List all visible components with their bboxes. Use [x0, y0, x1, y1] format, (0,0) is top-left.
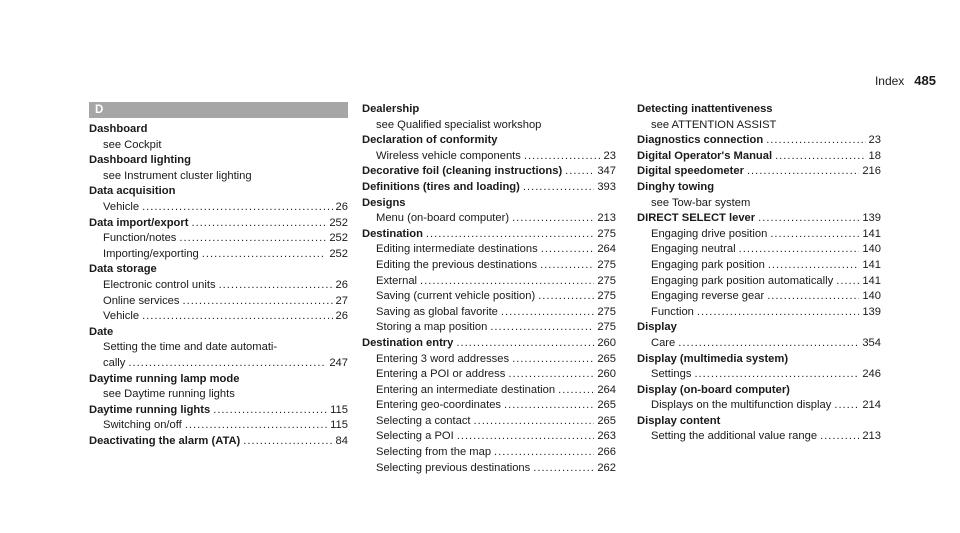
- subline-text: Engaging drive position: [651, 227, 768, 240]
- leader-dots: [185, 418, 327, 434]
- leader-dots: [766, 133, 865, 149]
- entry-heading[interactable]: [362, 102, 616, 118]
- entry-title: Definitions (tires and loading): [362, 180, 520, 193]
- entry-subline[interactable]: [89, 356, 348, 372]
- leader-dots: [457, 429, 595, 445]
- page-ref[interactable]: 275: [597, 274, 616, 287]
- leader-dots: [775, 149, 865, 165]
- entry-title: Deactivating the alarm (ATA): [89, 434, 241, 447]
- entry-heading[interactable]: [362, 196, 616, 212]
- page-ref[interactable]: 26: [335, 310, 348, 323]
- entry-subline[interactable]: [362, 414, 616, 430]
- subline-text: Engaging park position automatically: [651, 274, 834, 287]
- leader-dots: [558, 383, 594, 399]
- entry-title: Display: [637, 321, 677, 334]
- leader-dots: [565, 164, 594, 180]
- page-ref[interactable]: 139: [862, 305, 881, 318]
- page-number: 485: [914, 73, 936, 88]
- entry-subline[interactable]: [637, 274, 881, 290]
- entry-subline[interactable]: [637, 305, 881, 321]
- page-ref[interactable]: 247: [329, 356, 348, 369]
- leader-dots: [202, 247, 327, 263]
- entry-subline[interactable]: [362, 429, 616, 445]
- section-letter: D: [89, 102, 348, 118]
- entry-title: Dashboard lighting: [89, 154, 191, 167]
- index-entry: [89, 216, 348, 263]
- entry-title: Display (multimedia system): [637, 352, 789, 365]
- entry-title: Dinghy towing: [637, 180, 715, 193]
- leader-dots: [128, 356, 326, 372]
- subline-text: Displays on the multifunction display: [651, 399, 832, 412]
- entry-heading[interactable]: [89, 434, 348, 450]
- entry-heading[interactable]: [89, 216, 348, 232]
- leader-dots: [456, 336, 594, 352]
- subline-text: cally: [103, 356, 126, 369]
- entry-heading[interactable]: [637, 414, 881, 430]
- entry-subline: [89, 169, 348, 185]
- page-ref[interactable]: 141: [862, 274, 881, 287]
- index-entry: [362, 180, 616, 196]
- entry-title: Diagnostics connection: [637, 134, 764, 147]
- page-ref[interactable]: 354: [862, 336, 881, 349]
- entry-heading[interactable]: [637, 102, 881, 118]
- index-entry: [362, 196, 616, 227]
- entry-subline[interactable]: [362, 242, 616, 258]
- subline-text: see Cockpit: [103, 138, 162, 151]
- page-ref[interactable]: 252: [329, 216, 348, 229]
- subline-text: Electronic control units: [103, 278, 216, 291]
- subline-text: Setting the time and date automati-: [103, 341, 278, 354]
- entry-subline[interactable]: [637, 227, 881, 243]
- index-entry: [89, 434, 348, 450]
- entry-title: Data acquisition: [89, 185, 176, 198]
- subline-text: Entering a POI or address: [376, 368, 506, 381]
- subline-text: Wireless vehicle components: [376, 149, 521, 162]
- page-ref[interactable]: 139: [862, 212, 881, 225]
- entry-title: Daytime running lamp mode: [89, 372, 240, 385]
- leader-dots: [494, 445, 594, 461]
- page-ref[interactable]: 275: [597, 321, 616, 334]
- entry-title: Date: [89, 325, 114, 338]
- entry-subline[interactable]: [637, 367, 881, 383]
- page-ref[interactable]: 216: [862, 165, 881, 178]
- subline-text: Importing/exporting: [103, 247, 199, 260]
- page-ref[interactable]: 252: [329, 247, 348, 260]
- subline-text: Engaging reverse gear: [651, 290, 765, 303]
- index-entry: [637, 180, 881, 211]
- entry-heading[interactable]: [637, 164, 881, 180]
- entry-subline: [637, 118, 881, 134]
- leader-dots: [758, 211, 859, 227]
- index-entry: [637, 211, 881, 320]
- entry-title: Daytime running lights: [89, 403, 211, 416]
- entry-heading[interactable]: [89, 122, 348, 138]
- entry-title: Designs: [362, 196, 406, 209]
- entry-subline[interactable]: [362, 320, 616, 336]
- entry-title: Data storage: [89, 263, 157, 276]
- leader-dots: [490, 320, 594, 336]
- leader-dots: [426, 227, 594, 243]
- index-column-2: [362, 102, 616, 476]
- index-entry: [89, 372, 348, 403]
- entry-subline[interactable]: [89, 294, 348, 310]
- entry-heading[interactable]: [362, 164, 616, 180]
- entry-title: Declaration of conformity: [362, 134, 498, 147]
- entry-title: Destination: [362, 227, 423, 240]
- leader-dots: [533, 461, 594, 477]
- subline-text: Menu (on-board computer): [376, 212, 510, 225]
- leader-dots: [836, 274, 859, 290]
- subline-text: see Qualified specialist workshop: [376, 118, 542, 131]
- index-entry: [89, 325, 348, 372]
- subline-text: Editing intermediate destinations: [376, 243, 538, 256]
- page-header: [875, 73, 936, 88]
- page-ref[interactable]: 252: [329, 232, 348, 245]
- entry-subline[interactable]: [89, 231, 348, 247]
- subline-text: Selecting previous destinations: [376, 461, 531, 474]
- leader-dots: [191, 216, 326, 232]
- entry-heading[interactable]: [637, 383, 881, 399]
- entry-subline[interactable]: [637, 258, 881, 274]
- page-ref[interactable]: 26: [335, 200, 348, 213]
- subline-text: Settings: [651, 368, 692, 381]
- subline-text: Vehicle: [103, 310, 140, 323]
- entry-heading[interactable]: [89, 184, 348, 200]
- subline-text: Switching on/off: [103, 419, 182, 432]
- entry-title: Decorative foil (cleaning instructions): [362, 165, 563, 178]
- entry-title: DIRECT SELECT lever: [637, 212, 756, 225]
- subline-text: Online services: [103, 294, 180, 307]
- subline-text: see Instrument cluster lighting: [103, 169, 252, 182]
- entry-subline: [362, 118, 616, 134]
- entry-subline[interactable]: [637, 289, 881, 305]
- index-entry: [362, 164, 616, 180]
- page-ref[interactable]: 115: [330, 419, 348, 432]
- page-ref[interactable]: 265: [597, 352, 616, 365]
- entry-title: Display content: [637, 414, 721, 427]
- subline-text: Vehicle: [103, 200, 140, 213]
- page-ref[interactable]: 260: [597, 368, 616, 381]
- subline-text: see Daytime running lights: [103, 388, 235, 401]
- leader-dots: [243, 434, 332, 450]
- index-entry: [637, 102, 881, 133]
- subline-text: Storing a map position: [376, 321, 488, 334]
- subline-text: Setting the additional value range: [651, 430, 818, 443]
- index-entry: [637, 149, 881, 165]
- leader-dots: [523, 180, 594, 196]
- page-ref[interactable]: 347: [597, 165, 616, 178]
- entry-subline[interactable]: [89, 309, 348, 325]
- page-ref[interactable]: 264: [597, 243, 616, 256]
- entry-subline: [89, 138, 348, 154]
- subline-text: see ATTENTION ASSIST: [651, 118, 777, 131]
- subline-text: Saving (current vehicle position): [376, 290, 536, 303]
- page-ref[interactable]: 266: [597, 446, 616, 459]
- subline-text: Function: [651, 305, 694, 318]
- entry-subline[interactable]: [362, 149, 616, 165]
- entry-subline[interactable]: [89, 278, 348, 294]
- subline-text: Care: [651, 336, 676, 349]
- index-entry: [89, 184, 348, 215]
- index-entry: [637, 383, 881, 414]
- entry-subline[interactable]: [362, 367, 616, 383]
- subline-text: Engaging park position: [651, 258, 765, 271]
- entry-title: Dashboard: [89, 123, 148, 135]
- entry-title: Digital speedometer: [637, 165, 744, 178]
- subline-text: Entering 3 word addresses: [376, 352, 510, 365]
- index-entry: [637, 352, 881, 383]
- entry-subline[interactable]: [362, 258, 616, 274]
- page-ref[interactable]: 246: [862, 368, 881, 381]
- entry-subline[interactable]: [362, 305, 616, 321]
- index-entry: [89, 122, 348, 153]
- index-entry: [637, 414, 881, 445]
- leader-dots: [678, 336, 859, 352]
- entry-subline[interactable]: [362, 445, 616, 461]
- leader-dots: [504, 398, 594, 414]
- entry-title: Destination entry: [362, 336, 454, 349]
- entry-heading[interactable]: [637, 149, 881, 165]
- entry-title: Display (on-board computer): [637, 383, 790, 396]
- page-ref[interactable]: 27: [335, 294, 348, 307]
- leader-dots: [694, 367, 859, 383]
- index-entry: [362, 227, 616, 336]
- index-column-1: [89, 102, 348, 449]
- leader-dots: [768, 258, 860, 274]
- entry-heading[interactable]: [89, 325, 348, 341]
- index-column-3: [637, 102, 881, 445]
- entry-heading[interactable]: [637, 320, 881, 336]
- leader-dots: [512, 211, 594, 227]
- leader-dots: [219, 278, 333, 294]
- leader-dots: [420, 274, 594, 290]
- entry-heading[interactable]: [89, 372, 348, 388]
- leader-dots: [770, 227, 859, 243]
- subline-text: see Tow-bar system: [651, 196, 751, 209]
- entry-heading[interactable]: [362, 180, 616, 196]
- leader-dots: [767, 289, 859, 305]
- entry-subline[interactable]: [362, 398, 616, 414]
- entry-title: Detecting inattentiveness: [637, 103, 773, 115]
- entry-subline[interactable]: [362, 352, 616, 368]
- page-ref[interactable]: 264: [597, 383, 616, 396]
- page-ref[interactable]: 260: [597, 336, 616, 349]
- index-entry: [362, 102, 616, 133]
- index-entry: [362, 336, 616, 476]
- page-ref[interactable]: 393: [597, 180, 616, 193]
- index-entry: [89, 403, 348, 434]
- entry-subline[interactable]: [637, 242, 881, 258]
- leader-dots: [213, 403, 327, 419]
- entry-subline[interactable]: [637, 429, 881, 445]
- entry-heading[interactable]: [637, 211, 881, 227]
- leader-dots: [541, 242, 595, 258]
- leader-dots: [540, 258, 594, 274]
- page-ref[interactable]: 265: [597, 399, 616, 412]
- index-entry: [89, 262, 348, 324]
- leader-dots: [182, 294, 332, 310]
- entry-heading[interactable]: [637, 133, 881, 149]
- page-ref[interactable]: 84: [335, 434, 348, 447]
- entry-subline: [89, 387, 348, 403]
- leader-dots: [179, 231, 326, 247]
- index-entry: [637, 164, 881, 180]
- page-ref[interactable]: 141: [862, 258, 881, 271]
- entry-subline[interactable]: [89, 247, 348, 263]
- page-ref[interactable]: 275: [597, 290, 616, 303]
- entry-subline[interactable]: [637, 336, 881, 352]
- leader-dots: [512, 352, 594, 368]
- entry-heading[interactable]: [637, 352, 881, 368]
- page-ref[interactable]: 23: [868, 134, 881, 147]
- subline-text: Selecting from the map: [376, 446, 492, 459]
- page-ref[interactable]: 214: [862, 399, 881, 412]
- page-ref[interactable]: 275: [597, 305, 616, 318]
- page-ref[interactable]: 213: [862, 430, 881, 443]
- page-ref[interactable]: 26: [335, 278, 348, 291]
- subline-text: Entering geo-coordinates: [376, 399, 502, 412]
- leader-dots: [501, 305, 594, 321]
- entry-title: Dealership: [362, 103, 420, 115]
- leader-dots: [538, 289, 594, 305]
- subline-text: Editing the previous destinations: [376, 258, 538, 271]
- page-ref[interactable]: 275: [597, 227, 616, 240]
- leader-dots: [142, 309, 332, 325]
- page-ref[interactable]: 141: [862, 227, 881, 240]
- leader-dots: [834, 398, 859, 414]
- page-ref[interactable]: 213: [597, 212, 616, 225]
- entry-subline[interactable]: [89, 200, 348, 216]
- page-ref[interactable]: 265: [597, 414, 616, 427]
- page-ref[interactable]: 275: [597, 258, 616, 271]
- header-title: Index: [874, 74, 905, 88]
- page-ref[interactable]: 140: [862, 243, 881, 256]
- page-ref[interactable]: 263: [597, 430, 616, 443]
- entry-subline: [89, 340, 348, 356]
- entry-subline[interactable]: [362, 274, 616, 290]
- leader-dots: [524, 149, 601, 165]
- entry-subline: [637, 196, 881, 212]
- leader-dots: [739, 242, 860, 258]
- index-entry: [362, 133, 616, 164]
- subline-text: External: [376, 274, 418, 287]
- leader-dots: [142, 200, 332, 216]
- leader-dots: [508, 367, 594, 383]
- index-entry: [89, 153, 348, 184]
- page-ref[interactable]: 23: [603, 149, 616, 162]
- subline-text: Selecting a contact: [376, 414, 471, 427]
- entry-subline[interactable]: [89, 418, 348, 434]
- subline-text: Entering an intermediate destination: [376, 383, 556, 396]
- page-ref[interactable]: 18: [868, 149, 881, 162]
- subline-text: Saving as global favorite: [376, 305, 498, 318]
- index-entry: [637, 320, 881, 351]
- entry-heading[interactable]: [89, 262, 348, 278]
- entry-title: Data import/export: [89, 216, 189, 229]
- entry-heading[interactable]: [362, 133, 616, 149]
- index-entry: [637, 133, 881, 149]
- page-ref[interactable]: 140: [862, 290, 881, 303]
- entry-subline[interactable]: [637, 398, 881, 414]
- subline-text: Function/notes: [103, 232, 177, 245]
- entry-subline[interactable]: [362, 211, 616, 227]
- entry-subline[interactable]: [362, 383, 616, 399]
- subline-text: Selecting a POI: [376, 430, 454, 443]
- entry-heading[interactable]: [362, 336, 616, 352]
- leader-dots: [820, 429, 859, 445]
- entry-heading[interactable]: [637, 180, 881, 196]
- entry-title: Digital Operator's Manual: [637, 149, 773, 162]
- entry-heading[interactable]: [89, 153, 348, 169]
- page-ref[interactable]: 115: [330, 403, 348, 416]
- entry-subline[interactable]: [362, 289, 616, 305]
- subline-text: Engaging neutral: [651, 243, 736, 256]
- leader-dots: [747, 164, 859, 180]
- leader-dots: [474, 414, 595, 430]
- leader-dots: [697, 305, 859, 321]
- entry-heading[interactable]: [362, 227, 616, 243]
- entry-heading[interactable]: [89, 403, 348, 419]
- entry-subline[interactable]: [362, 461, 616, 477]
- page-ref[interactable]: 262: [597, 461, 616, 474]
